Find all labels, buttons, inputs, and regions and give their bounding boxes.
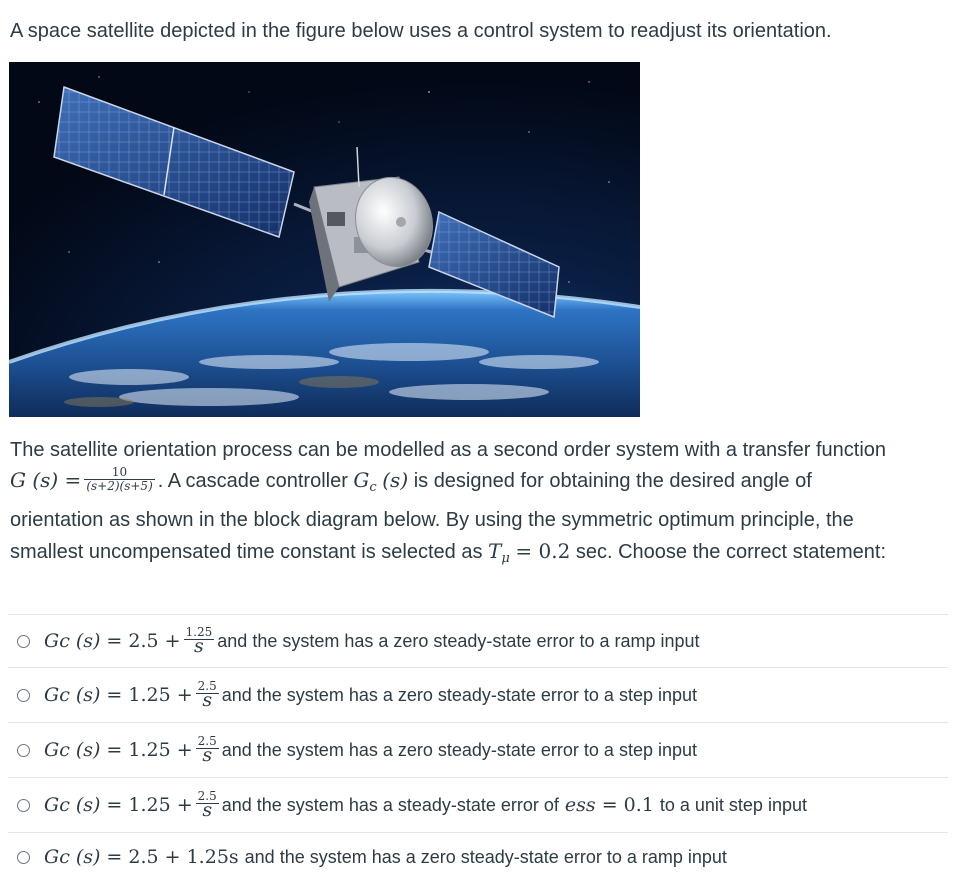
paragraph-line-4 [10, 537, 950, 573]
satellite-image [9, 62, 640, 417]
option-fraction-numerator: 1.25 [185, 624, 213, 639]
option-fraction-numerator: 2.5 [197, 678, 217, 693]
option-fraction [184, 624, 215, 657]
answer-option-5[interactable] [8, 832, 948, 881]
controller-subscript: c [369, 480, 377, 495]
steady-state-error-symbol: e [564, 794, 577, 816]
option-controller-argument: (s) [75, 684, 101, 706]
time-constant-symbol: T [488, 539, 502, 563]
option-text-before: and the system has a steady-state error of [221, 794, 559, 815]
option-controller-symbol: G [44, 739, 60, 761]
option-controller-symbol: G [44, 846, 60, 868]
option-fraction-denominator: s [194, 634, 204, 657]
option-controller-argument: (s) [75, 739, 101, 761]
radio-button[interactable] [17, 689, 30, 702]
option-controller-argument: (s) [75, 794, 101, 816]
answer-option-3[interactable] [8, 722, 948, 777]
option-text-after: to a unit step input [659, 794, 807, 815]
answer-option-2[interactable] [8, 667, 948, 722]
option-prefix: = 2.5 + 1.25s [106, 846, 239, 868]
answer-option-1[interactable] [8, 614, 948, 667]
option-fraction [196, 788, 219, 821]
radio-button[interactable] [17, 851, 30, 864]
option-controller-argument: (s) [75, 846, 101, 868]
radio-button[interactable] [17, 799, 30, 812]
option-text: and the system has a zero steady-state error to a step input [221, 684, 698, 705]
option-prefix: = 2.5 + [106, 630, 181, 652]
option-fraction [196, 678, 219, 711]
option-text: and the system has a zero steady-state error to a ramp input [217, 630, 700, 651]
question-intro: A space satellite depicted in the figure below uses a control system to readjust its orientation. [10, 20, 832, 42]
option-controller-subscript: c [59, 684, 70, 706]
option-controller-subscript: c [59, 630, 70, 652]
option-prefix: = 1.25 + [106, 794, 193, 816]
option-text: and the system has a zero steady-state error to a step input [221, 739, 698, 760]
controller-symbol: G [353, 468, 370, 492]
option-fraction-denominator: s [202, 743, 213, 766]
option-fraction [196, 733, 219, 766]
paragraph-line-4-start: smallest uncompensated time constant is selected as [10, 541, 483, 563]
paragraph-line-3: orientation as shown in the block diagram below. By using the symmetric optimum principle, the [10, 509, 854, 531]
option-fraction-numerator: 2.5 [197, 788, 217, 803]
answer-option-4[interactable] [8, 777, 948, 832]
time-constant-subscript: μ [501, 551, 510, 566]
controller-argument: (s) [382, 468, 409, 492]
option-text: and the system has a zero steady-state error to a ramp input [244, 846, 727, 867]
option-prefix: = 1.25 + [106, 684, 193, 706]
paragraph-line-1: The satellite orientation process can be modelled as a second order system with a transfer function [10, 439, 887, 461]
option-fraction-denominator: s [202, 798, 213, 821]
option-controller-symbol: G [44, 630, 60, 652]
steady-state-error-subscript: ss [576, 794, 596, 816]
option-controller-symbol: G [44, 684, 60, 706]
transfer-function-numerator: 10 [84, 466, 154, 480]
transfer-function-fraction [84, 466, 154, 493]
radio-button[interactable] [17, 744, 30, 757]
paragraph-line-2-mid: . A cascade controller [157, 470, 348, 492]
time-constant-value: = 0.2 [515, 539, 571, 563]
answer-options [8, 614, 948, 881]
option-controller-subscript: c [59, 846, 70, 868]
paragraph-line-2 [10, 466, 950, 502]
steady-state-error-value: = 0.1 [601, 794, 654, 816]
transfer-function-lhs: G (s) = [10, 468, 82, 492]
option-controller-argument: (s) [75, 630, 101, 652]
option-fraction-denominator: s [202, 688, 213, 711]
option-controller-subscript: c [59, 739, 70, 761]
radio-button[interactable] [17, 635, 30, 648]
transfer-function-denominator: (s+2)(s+5) [86, 479, 153, 494]
paragraph-line-2-end: is designed for obtaining the desired angle of [413, 470, 812, 492]
option-fraction-numerator: 2.5 [197, 733, 217, 748]
paragraph-line-4-end: sec. Choose the correct statement: [575, 541, 887, 563]
option-controller-subscript: c [59, 794, 70, 816]
option-prefix: = 1.25 + [106, 739, 193, 761]
option-controller-symbol: G [44, 794, 60, 816]
